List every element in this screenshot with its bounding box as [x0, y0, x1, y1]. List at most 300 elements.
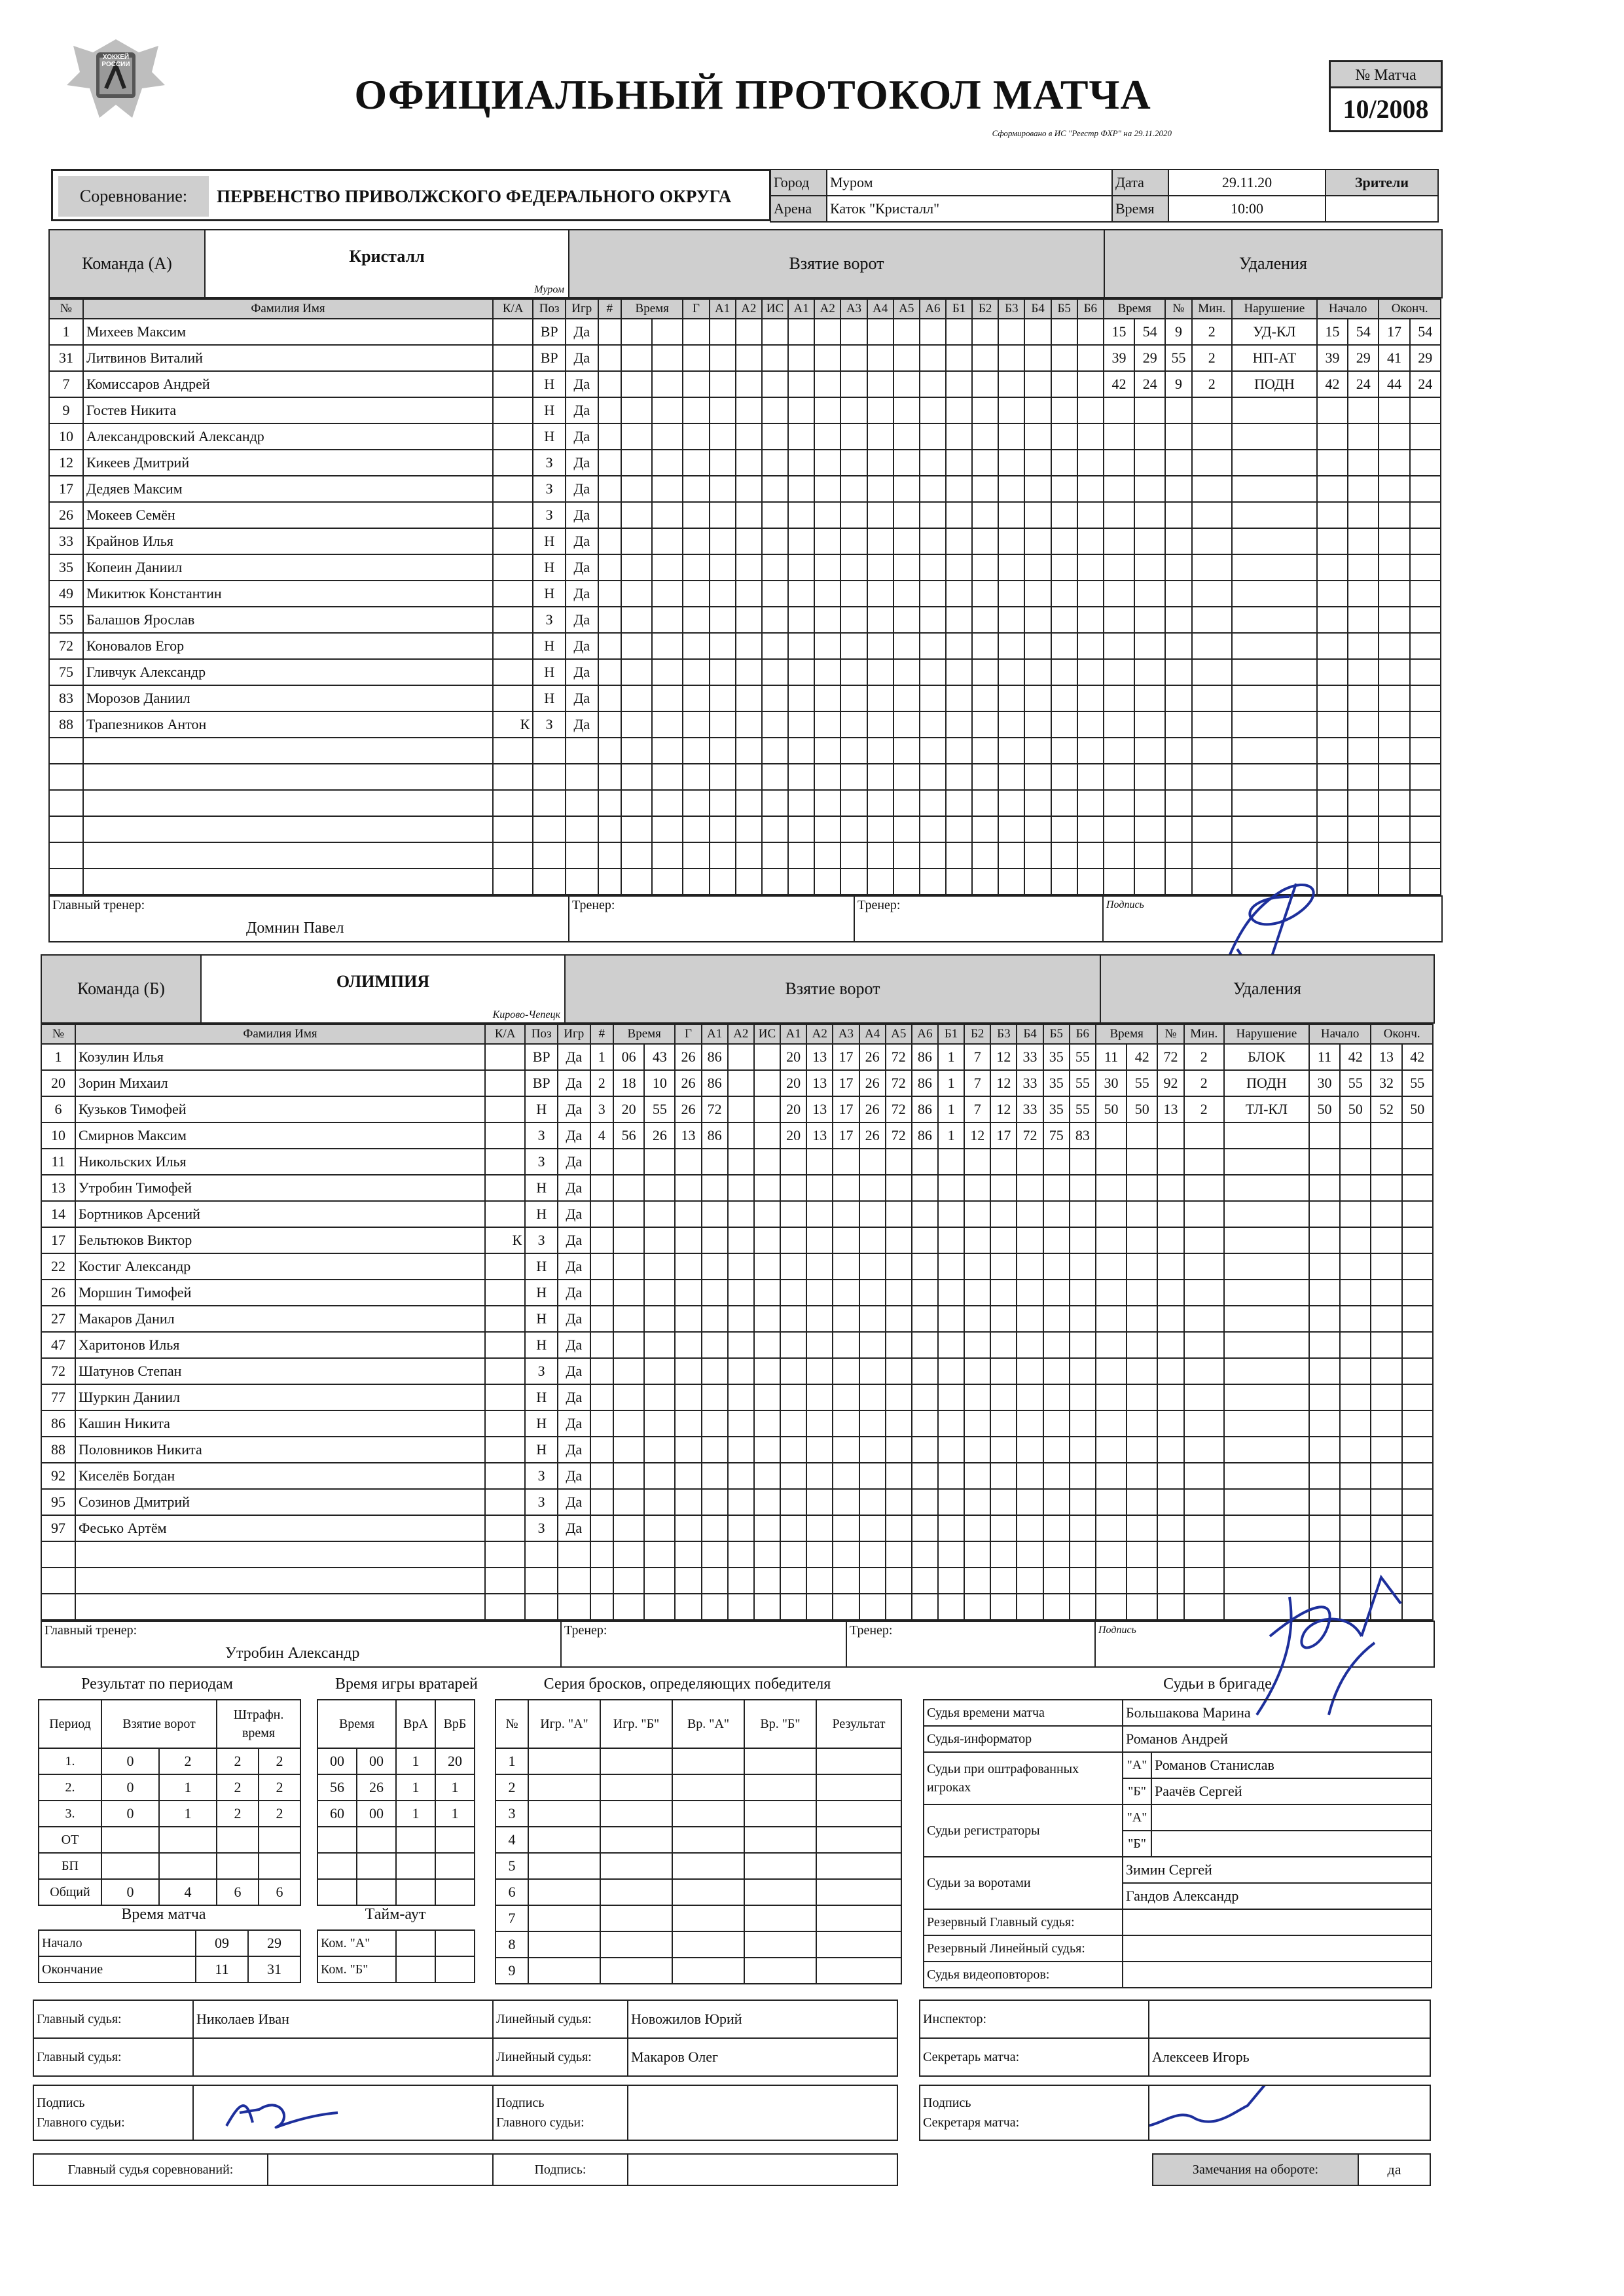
player-number: 75	[49, 659, 83, 685]
on-ice-player	[814, 842, 840, 869]
goal-second	[644, 1358, 675, 1384]
on-ice-b5-header: Б5	[1051, 299, 1077, 319]
penalty-end-second	[1410, 423, 1441, 450]
penalty-start-minute	[1317, 581, 1348, 607]
penalty-duration	[1192, 450, 1232, 476]
match-start-label: Начало	[39, 1930, 196, 1956]
goal-situation	[754, 1541, 780, 1568]
penalty-second	[1127, 1358, 1157, 1384]
on-ice-b-1: 20	[780, 1122, 806, 1149]
on-ice-player	[867, 397, 893, 423]
player-number: 10	[41, 1122, 75, 1149]
team-b-table	[41, 1024, 1434, 1621]
goal-assist-2	[728, 1541, 754, 1568]
goal-minute	[613, 1253, 644, 1280]
on-ice-player	[814, 528, 840, 554]
goal-scorer-header: Г	[683, 299, 709, 319]
penalty-end-second	[1402, 1410, 1433, 1437]
on-ice-player	[814, 633, 840, 659]
goal-minute: 56	[613, 1122, 644, 1149]
player-played: Да	[558, 1175, 590, 1201]
on-ice-player	[1051, 659, 1077, 685]
penalty-end-minute: 13	[1371, 1044, 1401, 1070]
on-ice-player	[946, 345, 972, 371]
on-ice-player	[1043, 1463, 1070, 1489]
player-captain	[493, 502, 533, 528]
penalty-player-number	[1157, 1515, 1183, 1541]
penalty-duration	[1192, 816, 1232, 842]
penalty-start-minute	[1309, 1358, 1340, 1384]
on-ice-a-4: 33	[1017, 1096, 1043, 1122]
goal-assist-2	[736, 319, 762, 345]
player-row	[41, 1541, 1433, 1568]
on-ice-player	[946, 423, 972, 450]
goal-assist-1	[710, 607, 736, 633]
goalie-s: 00	[357, 1748, 396, 1774]
on-ice-player	[806, 1568, 833, 1594]
penalty-duration	[1192, 397, 1232, 423]
informer-label: Судья-информатор	[924, 1726, 1123, 1752]
match-start-minute: 29	[248, 1930, 300, 1956]
player-position	[533, 816, 566, 842]
on-ice-player	[867, 345, 893, 371]
goal-assist-2	[728, 1489, 754, 1515]
on-ice-player	[1077, 345, 1104, 371]
penalty-start-second	[1348, 397, 1379, 423]
penalty-violation	[1224, 1463, 1309, 1489]
on-ice-player	[840, 502, 867, 528]
on-ice-a-1: 1	[938, 1122, 964, 1149]
goal-number	[590, 1410, 613, 1437]
penalty-player-number	[1165, 816, 1191, 842]
team-a-coach2-label: Тренер:	[857, 898, 901, 912]
secretary-signature-label-1: Подпись	[923, 2096, 971, 2110]
on-ice-player	[990, 1437, 1017, 1463]
goal-second	[652, 816, 683, 842]
period-goals-b	[159, 1827, 217, 1853]
goal-minute	[613, 1175, 644, 1201]
player-row	[49, 502, 1441, 528]
registrars-label: Судьи регистраторы	[924, 1804, 1123, 1857]
penalty-duration: 2	[1184, 1096, 1224, 1122]
on-ice-player	[780, 1332, 806, 1358]
match-time-table	[38, 1929, 301, 1983]
on-ice-player	[806, 1306, 833, 1332]
on-ice-player	[1077, 476, 1104, 502]
on-ice-player	[1017, 1515, 1043, 1541]
goal-minute	[621, 397, 652, 423]
penalty-second	[1127, 1489, 1157, 1515]
goal-situation	[762, 528, 788, 554]
goal-situation	[754, 1280, 780, 1306]
goal-second	[652, 869, 683, 895]
penalty-end-second	[1410, 685, 1441, 711]
goal-minute	[613, 1384, 644, 1410]
on-ice-player	[806, 1201, 833, 1227]
on-ice-player	[938, 1149, 964, 1175]
penalty-violation	[1232, 397, 1317, 423]
player-row	[49, 816, 1441, 842]
on-ice-player	[964, 1489, 990, 1515]
penalty-second: 55	[1127, 1070, 1157, 1096]
penalty-minute	[1096, 1122, 1127, 1149]
on-ice-player	[912, 1253, 938, 1280]
goal-minute	[621, 738, 652, 764]
goalie-b	[435, 1827, 475, 1853]
goal-assist-2	[728, 1384, 754, 1410]
player-captain	[493, 345, 533, 371]
goal-minute	[621, 816, 652, 842]
on-ice-player	[964, 1280, 990, 1306]
player-played	[566, 869, 598, 895]
penalty-start-second: 24	[1348, 371, 1379, 397]
shootout-table	[495, 1699, 902, 1984]
on-ice-player	[912, 1201, 938, 1227]
on-ice-player	[912, 1541, 938, 1568]
shootout-cell	[600, 1853, 672, 1879]
shootout-cell	[528, 1853, 600, 1879]
on-ice-player	[806, 1594, 833, 1620]
penalty-player-number	[1157, 1227, 1183, 1253]
player-row	[49, 554, 1441, 581]
player-number: 72	[49, 633, 83, 659]
on-ice-player	[972, 502, 998, 528]
player-captain	[485, 1149, 525, 1175]
goal-situation	[754, 1253, 780, 1280]
goal-assist-2	[736, 476, 762, 502]
player-captain	[485, 1437, 525, 1463]
penalty-duration	[1192, 554, 1232, 581]
officials-table	[923, 1699, 1432, 1988]
penalty-end-second: 54	[1410, 319, 1441, 345]
player-captain	[493, 450, 533, 476]
on-ice-player	[964, 1437, 990, 1463]
goal-minute	[613, 1410, 644, 1437]
on-ice-player	[1070, 1253, 1096, 1280]
on-ice-player	[893, 371, 920, 397]
goal-assist-2	[728, 1201, 754, 1227]
goal-minute: 06	[613, 1044, 644, 1070]
player-played	[566, 738, 598, 764]
goal-scorer: 26	[675, 1044, 701, 1070]
player-captain	[493, 423, 533, 450]
on-ice-player	[893, 581, 920, 607]
penalty-end-minute	[1379, 711, 1409, 738]
on-ice-player	[998, 711, 1024, 738]
on-ice-player	[990, 1384, 1017, 1410]
goalie-s	[357, 1827, 396, 1853]
reserve-line	[1123, 1935, 1432, 1962]
on-ice-player	[788, 423, 814, 450]
on-ice-player	[972, 764, 998, 790]
team-a-name: Кристалл	[349, 247, 425, 266]
pen-time-header: Время	[1096, 1024, 1157, 1044]
on-ice-player	[912, 1358, 938, 1384]
player-number: 55	[49, 607, 83, 633]
player-row	[41, 1280, 1433, 1306]
on-ice-player	[893, 659, 920, 685]
on-ice-player	[1051, 633, 1077, 659]
player-played: Да	[566, 528, 598, 554]
penalty-minute	[1096, 1149, 1127, 1175]
inspector	[1149, 2000, 1430, 2038]
on-ice-player	[840, 869, 867, 895]
penalty-start-second	[1348, 842, 1379, 869]
player-position: ВР	[533, 345, 566, 371]
period-penalty-a: 2	[217, 1774, 259, 1801]
penalty-start-second	[1348, 502, 1379, 528]
on-ice-player	[886, 1332, 912, 1358]
on-ice-player	[998, 345, 1024, 371]
penalty-duration	[1184, 1384, 1224, 1410]
reserve-main-label: Резервный Главный судья:	[924, 1909, 1123, 1935]
shootout-no-header: №	[496, 1700, 528, 1748]
pen-end-header: Оконч.	[1371, 1024, 1433, 1044]
penalty-start-second	[1340, 1384, 1371, 1410]
penalty-start-second: 55	[1340, 1070, 1371, 1096]
goal-assist-1: 86	[702, 1122, 728, 1149]
shootout-cell	[744, 1879, 816, 1905]
player-row	[41, 1175, 1433, 1201]
col-name-header: Фамилия Имя	[75, 1024, 485, 1044]
player-name: Зорин Михаил	[75, 1070, 485, 1096]
goal-situation	[762, 685, 788, 711]
on-ice-player	[806, 1410, 833, 1437]
on-ice-a-2: 12	[964, 1122, 990, 1149]
on-ice-player	[886, 1280, 912, 1306]
on-ice-player	[893, 738, 920, 764]
penalty-start-minute	[1309, 1384, 1340, 1410]
goal-second	[644, 1306, 675, 1332]
penalty-second	[1134, 554, 1165, 581]
on-ice-player	[893, 397, 920, 423]
goal-number	[598, 423, 621, 450]
goal-situation	[754, 1594, 780, 1620]
penalty-violation: БЛОК	[1224, 1044, 1309, 1070]
period-penalty-a: 2	[217, 1748, 259, 1774]
penalty-end-minute	[1379, 528, 1409, 554]
player-captain	[493, 764, 533, 790]
goal-situation	[754, 1096, 780, 1122]
period-penalty-a	[217, 1827, 259, 1853]
penalty-minute	[1104, 476, 1134, 502]
goal-second	[652, 790, 683, 816]
on-ice-player	[1017, 1201, 1043, 1227]
on-ice-player	[920, 371, 946, 397]
penalty-violation	[1224, 1515, 1309, 1541]
on-ice-player	[998, 607, 1024, 633]
goal-situation	[754, 1437, 780, 1463]
period-penalty-b	[259, 1827, 300, 1853]
penalty-violation	[1232, 528, 1317, 554]
player-captain	[493, 659, 533, 685]
shootout-goalie-b-header: Вр. "Б"	[744, 1700, 816, 1748]
penalty-end-minute	[1371, 1149, 1401, 1175]
goal-assist-2	[736, 738, 762, 764]
on-ice-player	[867, 816, 893, 842]
on-ice-player	[998, 450, 1024, 476]
on-ice-player	[780, 1358, 806, 1384]
penalty-player-number	[1157, 1489, 1183, 1515]
goal-number	[590, 1594, 613, 1620]
goal-minute	[621, 659, 652, 685]
goalie-s: 26	[357, 1774, 396, 1801]
player-name: Литвинов Виталий	[83, 345, 493, 371]
on-ice-player	[788, 607, 814, 633]
on-ice-player	[938, 1358, 964, 1384]
goal-number	[598, 607, 621, 633]
on-ice-a1-header: А1	[788, 299, 814, 319]
penalty-duration	[1192, 633, 1232, 659]
registrar-a-tag: "А"	[1123, 1804, 1151, 1831]
goal-second	[652, 345, 683, 371]
penalty-duration	[1192, 423, 1232, 450]
goal-scorer	[675, 1568, 701, 1594]
shootout-cell	[528, 1958, 600, 1984]
penalty-violation: ТЛ-КЛ	[1224, 1096, 1309, 1122]
player-name	[83, 764, 493, 790]
goal-assist-2	[736, 711, 762, 738]
player-captain	[493, 528, 533, 554]
goal-judge-1: Зимин Сергей	[1123, 1857, 1432, 1883]
goal-assist-2	[728, 1070, 754, 1096]
player-position: Н	[525, 1175, 558, 1201]
penalty-end-second	[1410, 764, 1441, 790]
goalie-s: 00	[357, 1801, 396, 1827]
goal-number	[598, 633, 621, 659]
penalty-start-minute	[1309, 1437, 1340, 1463]
date-label: Дата	[1112, 170, 1168, 196]
player-position: Н	[533, 581, 566, 607]
periods-table	[38, 1699, 301, 1906]
goal-number	[598, 528, 621, 554]
goal-minute	[621, 869, 652, 895]
on-ice-player	[859, 1227, 886, 1253]
goalie-m: 60	[317, 1801, 357, 1827]
penalty-end-minute	[1379, 738, 1409, 764]
goal-second	[652, 581, 683, 607]
on-ice-player	[893, 476, 920, 502]
goal-number	[590, 1541, 613, 1568]
goal-minute	[613, 1568, 644, 1594]
player-played	[558, 1568, 590, 1594]
goal-situation	[754, 1201, 780, 1227]
player-name: Балашов Ярослав	[83, 607, 493, 633]
penalty-minute	[1096, 1463, 1127, 1489]
shootout-row	[496, 1905, 901, 1931]
player-name: Кикеев Дмитрий	[83, 450, 493, 476]
on-ice-player	[990, 1463, 1017, 1489]
penalty-player-number	[1165, 738, 1191, 764]
goal-second: 26	[644, 1122, 675, 1149]
penalty-player-number	[1157, 1568, 1183, 1594]
player-position: ВР	[525, 1070, 558, 1096]
player-played: Да	[558, 1515, 590, 1541]
on-ice-player	[814, 554, 840, 581]
penalty-start-minute	[1309, 1515, 1340, 1541]
main-referee-signature-label	[33, 2085, 193, 2140]
on-ice-player	[886, 1594, 912, 1620]
goal-number	[598, 476, 621, 502]
goalie-row	[317, 1879, 475, 1905]
player-captain	[493, 554, 533, 581]
player-position	[533, 842, 566, 869]
player-name	[75, 1541, 485, 1568]
on-ice-player	[1017, 1463, 1043, 1489]
goal-second	[644, 1515, 675, 1541]
on-ice-player	[1077, 397, 1104, 423]
goal-assist-2	[728, 1332, 754, 1358]
goal-minute	[621, 790, 652, 816]
on-ice-player	[840, 345, 867, 371]
on-ice-player	[1077, 371, 1104, 397]
on-ice-player	[972, 790, 998, 816]
player-played: Да	[566, 581, 598, 607]
on-ice-player	[972, 528, 998, 554]
penalty-second	[1127, 1175, 1157, 1201]
on-ice-a3-header: А3	[840, 299, 867, 319]
penalty-duration	[1184, 1332, 1224, 1358]
video-judge-label: Судья видеоповторов:	[924, 1962, 1123, 1988]
team-b-head-coach-cell	[41, 1621, 561, 1667]
goal-minute	[621, 528, 652, 554]
shootout-goalie-a-header: Вр. "А"	[672, 1700, 744, 1748]
period-penalty-a: 2	[217, 1801, 259, 1827]
goal-number	[590, 1358, 613, 1384]
goal-second	[652, 476, 683, 502]
player-captain	[485, 1515, 525, 1541]
shootout-number: 4	[496, 1827, 528, 1853]
shootout-number: 8	[496, 1931, 528, 1958]
player-name: Макаров Данил	[75, 1306, 485, 1332]
shootout-cell	[528, 1827, 600, 1853]
goal-scorer	[675, 1463, 701, 1489]
penalty-end-minute	[1371, 1358, 1401, 1384]
penalty-start-second	[1348, 685, 1379, 711]
on-ice-player	[859, 1568, 886, 1594]
venue-table	[770, 169, 1439, 223]
goal-number	[598, 816, 621, 842]
period-penalty-b: 2	[259, 1748, 300, 1774]
on-ice-player	[814, 816, 840, 842]
shootout-cell	[528, 1905, 600, 1931]
penalty-start-minute: 50	[1309, 1096, 1340, 1122]
penalty-duration: 2	[1192, 319, 1232, 345]
player-name: Шуркин Даниил	[75, 1384, 485, 1410]
on-ice-player	[1024, 554, 1051, 581]
on-ice-player	[806, 1489, 833, 1515]
penalty-end-second	[1410, 554, 1441, 581]
on-ice-player	[859, 1306, 886, 1332]
officials-title: Судьи в бригаде	[1163, 1676, 1272, 1693]
penalty-violation	[1224, 1358, 1309, 1384]
pen-min-header: Мин.	[1184, 1024, 1224, 1044]
on-ice-player	[833, 1280, 859, 1306]
penalty-start-second	[1348, 711, 1379, 738]
goal-situation	[754, 1463, 780, 1489]
on-ice-player	[998, 738, 1024, 764]
player-name: Коновалов Егор	[83, 633, 493, 659]
penalty-duration: 2	[1192, 371, 1232, 397]
on-ice-player	[946, 581, 972, 607]
player-number: 97	[41, 1515, 75, 1541]
pen-violation-header: Нарушение	[1224, 1024, 1309, 1044]
period-goals-a: 0	[101, 1801, 159, 1827]
on-ice-player	[938, 1384, 964, 1410]
player-position: З	[533, 607, 566, 633]
penalty-start-second	[1348, 607, 1379, 633]
team-b-coach2-label: Тренер:	[850, 1623, 893, 1638]
